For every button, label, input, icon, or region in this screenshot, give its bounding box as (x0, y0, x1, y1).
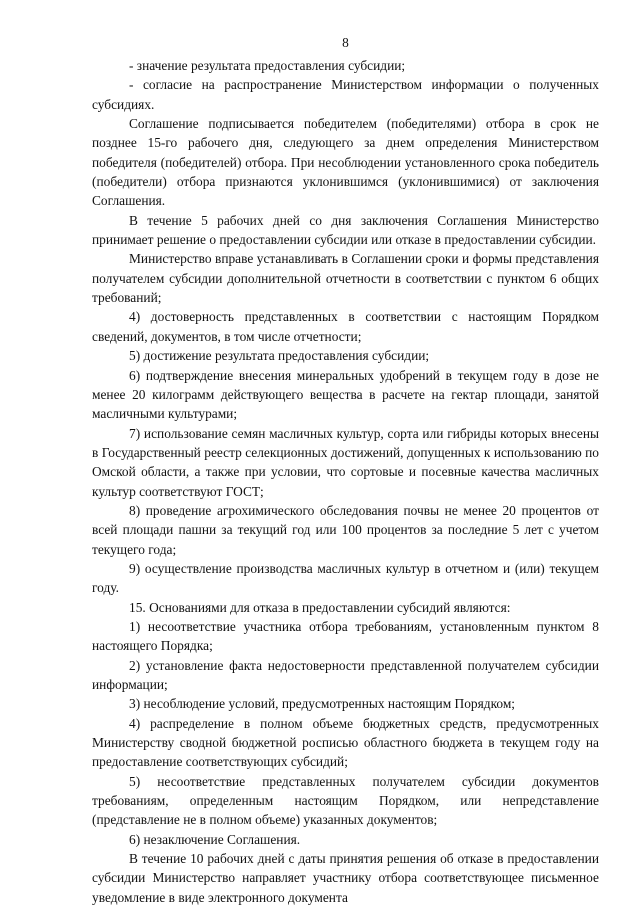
paragraph: - значение результата предоставления субсидии; (129, 58, 406, 73)
paragraph: - согласие на распространение Министерством информации о полученных субсидиях. (92, 77, 599, 112)
paragraph: 15. Основаниями для отказа в предоставлении субсидий являются: (129, 599, 511, 615)
paragraph: Соглашение подписывается победителем (победителями) отбора в срок не позднее 15-го рабочего дня, следующего за днем определения Министерством победителя (победителей) отбора. При несоблюдении установленного срока победитель (победители) отбора признаются уклонившимся (уклонившимися) от заключения Соглашения. (92, 116, 599, 209)
paragraph: 2) установление факта недостоверности представленной получателем субсидии информации; (92, 657, 599, 692)
paragraph: 5) достижение результата предоставления субсидии; (129, 348, 430, 364)
paragraph: 8) проведение агрохимического обследования почвы не менее 20 процентов от всей площади пашни за текущий год или 100 процентов за последние 5 лет с учетом текущего года; (92, 502, 599, 557)
paragraph: В течение 10 рабочих дней с даты принятия решения об отказе в предоставлении субсидии Министерство направляет участнику отбора соответствующее письменное уведомление в виде электронного документа (92, 851, 599, 905)
document-page (92, 33, 599, 907)
paragraph: 6) подтверждение внесения минеральных удобрений в текущем году в дозе не менее 20 килограмм действующего вещества в расчете на гектар площади, занятой масличными культурами; (92, 367, 599, 422)
paragraph: 6) незаключение Соглашения. (129, 831, 301, 847)
page-number: 8 (342, 35, 349, 50)
paragraph: 3) несоблюдение условий, предусмотренных настоящим Порядком; (129, 696, 516, 712)
paragraph: Министерство вправе устанавливать в Соглашении сроки и формы представления получателем субсидии дополнительной отчетности в соответствии с пунктом 6 общих требований; (92, 251, 599, 306)
paragraph: В течение 5 рабочих дней со дня заключения Соглашения Министерство принимает решение о предоставлении субсидии или отказе в предоставлении субсидии. (92, 212, 599, 248)
paragraph: 7) использование семян масличных культур, сорта или гибриды которых внесены в Государственный реестр селекционных достижений, допущенных к использованию по Омской области, а также при условии, что сортовые и посевные качества масличных культур соответствуют ГОСТ; (92, 425, 599, 499)
paragraph: 4) достоверность представленных в соответствии с настоящим Порядком сведений, документов, в том числе отчетности; (92, 309, 599, 344)
paragraph: 4) распределение в полном объеме бюджетных средств, предусмотренных Министерству сводной бюджетной росписью областного бюджета в текущем году на предоставление соответствующих субсидий; (92, 715, 599, 770)
document-body (92, 56, 599, 907)
paragraph: 9) осуществление производства масличных культур в отчетном и (или) текущем году. (92, 560, 599, 596)
paragraph: 5) несоответствие представленных получателем субсидии документов требованиям, определенным настоящим Порядком, или непредставление (представление не в полном объеме) указанных документов; (92, 773, 599, 828)
paragraph: 1) несоответствие участника отбора требованиям, установленным пунктом 8 настоящего Порядка; (92, 618, 599, 654)
